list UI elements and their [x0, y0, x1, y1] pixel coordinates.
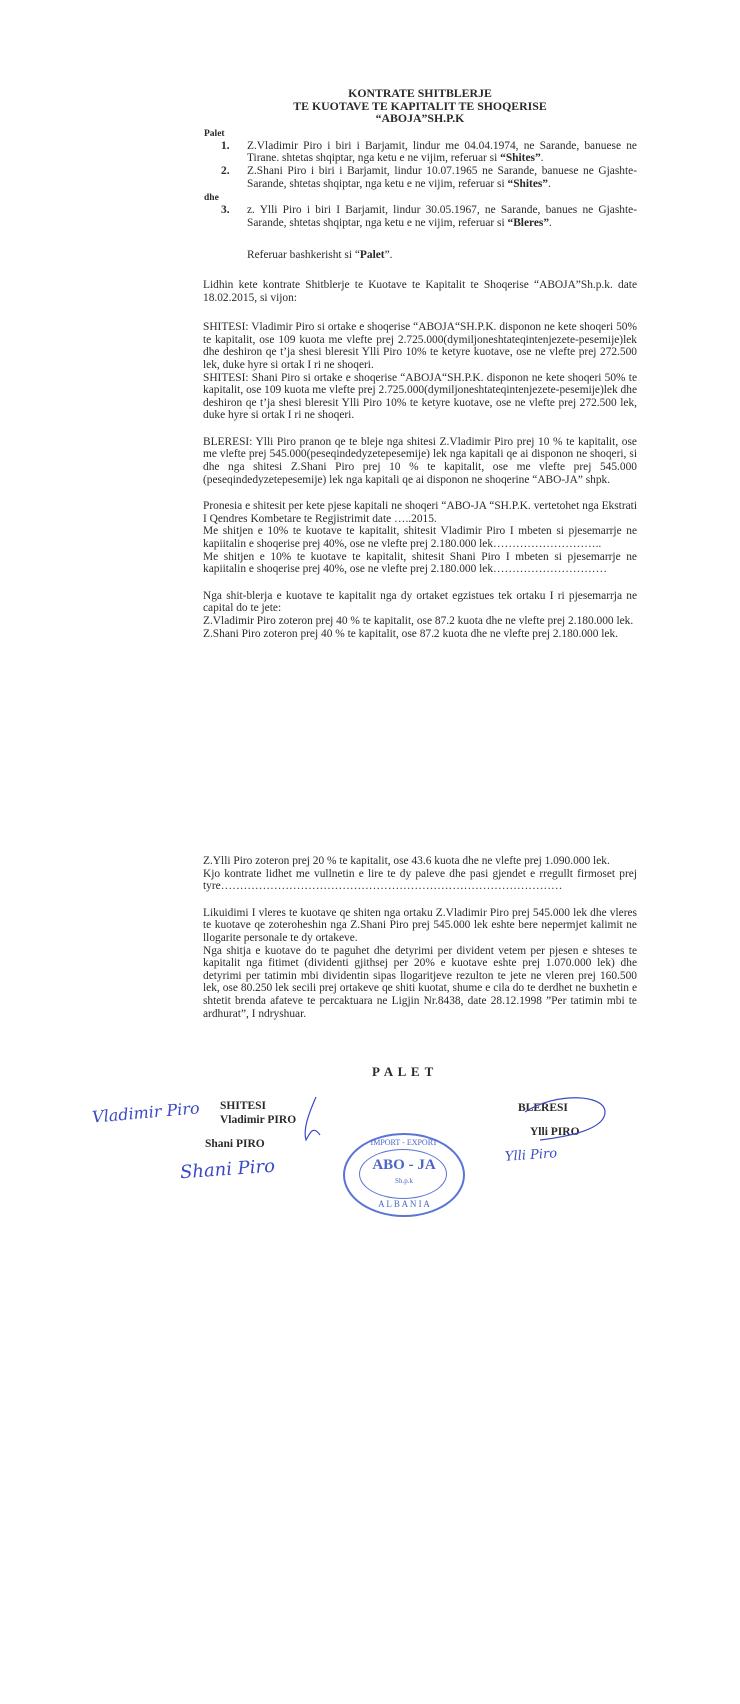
seller2-signature: Shani Piro	[179, 1155, 276, 1184]
seller-label: SHITESI	[220, 1100, 267, 1112]
party-2	[221, 165, 637, 190]
parties-label: Palet	[204, 128, 225, 139]
seller1-signature: Vladimir Piro	[91, 1098, 201, 1127]
party-text: Z.Vladimir Piro i biri i Barjamit, lindur me 04.04.1974, ne Sarande, banuese ne Tirane. shtetas shqiptar, nga ketu e ne vijim, referuar si	[247, 139, 637, 165]
ownership-paragraph: Pronesia e shitesit per kete pjese kapitali ne shoqeri “ABO-JA “SH.P.K. vertetohet nga Ekstrati I Qendres Kombetare te Regjistrimit date …..2015.	[203, 500, 637, 525]
remain2-paragraph: Me shitjen e 10% te kuotave te kapitalit, shitesit Shani Piro I mbeten si pjesemarrje ne kapiitalin e shoqerise prej 40%, ose ne vlefte prej 2.180.000 lek…………………………	[203, 550, 637, 576]
text: Referuar bashkerisht si “	[247, 249, 360, 262]
party-number: 1.	[221, 139, 230, 152]
title-line-3: “ABOJA”SH.P.K	[375, 111, 465, 126]
punct: .	[548, 177, 551, 190]
title-line-1: KONTRATE SHITBLERJE	[348, 86, 492, 100]
party-role: “Shites”	[500, 152, 541, 165]
result-paragraph: Nga shit-blerja e kuotave te kapitalit nga dy ortaket egzistues tek ortaku I ri pjesemarrja ne capital do te jete:	[203, 589, 637, 615]
share2-paragraph: Z.Shani Piro zoteron prej 40 % te kapitalit, ose 87.2 kuota dhe ne vlefte prej 2.180.000 lek.	[203, 627, 619, 640]
contract-title	[190, 87, 650, 125]
page-1-body	[203, 87, 637, 640]
buyer-name: Ylli PIRO	[530, 1126, 580, 1138]
stamp-name: ABO - JA	[372, 1157, 436, 1173]
jointly-referred	[247, 249, 637, 262]
party-number: 2.	[221, 164, 230, 177]
punct: ”.	[384, 249, 393, 262]
signature-loop	[505, 1092, 615, 1147]
seller1-paragraph: SHITESI: Vladimir Piro si ortake e shoqerise “ABOJA“SH.P.K. disponon ne kete shoqeri 50% te kapitalit, ose 109 kuota me vlefte prej 2.725.000(dymiljoneshtateqintenjezete-pesemije)lek dhe deshiron qe t’ja shesi bleresit Ylli Piro 10% te ketyre kuotave, ose ne vlefte prej 272.500 lek, duke hyre si ortak I ri ne shoqeri.	[203, 321, 637, 371]
stamp-bottom: A L B A N I A	[378, 1199, 430, 1209]
buyer-label: BLERESI	[518, 1102, 568, 1114]
seller1-name: Vladimir PIRO	[220, 1114, 297, 1126]
party-role: “Bleres”	[507, 216, 550, 229]
punct: .	[549, 216, 552, 229]
and-label: dhe	[204, 193, 219, 204]
party-1	[221, 140, 637, 165]
consent-paragraph: Kjo kontrate lidhet me vullnetin e lire te dy paleve dhe pasi gjendet e rregullt firmoset prej tyre………………………………………………………………………………	[203, 867, 637, 893]
share3-paragraph: Z.Ylli Piro zoteron prej 20 % te kapitalit, ose 43.6 kuota dhe ne vlefte prej 1.090.000 lek.	[203, 855, 610, 867]
share1-paragraph: Z.Vladimir Piro zoteron prej 40 % te kapitalit, ose 87.2 kuota dhe ne vlefte prej 2.180.000 lek.	[203, 615, 634, 627]
signatures-heading: P A L E T	[372, 1064, 435, 1079]
signature-stroke	[298, 1095, 328, 1145]
tax-paragraph: Nga shitja e kuotave do te paguhet dhe detyrimi per divident vetem per pjesen e shteses te kapitalit nga fitimet (dividenti gjithsej per 20% e kuotave eshte prej 1.070.000 lek) dhe detyrimi per tatimin mbi dividentin sipas llogaritjeve rezulton te jete ne vleren prej 160.500 lek, ose 80.250 lek secili prej ortakeve qe shiti kuotat, shume e cila do te derdhet ne buxhetin e shtetit brenda afateve te percaktuara ne Ligjin Nr.8438, date 28.12.1998 ”Per tatimin mbi te ardhurat”, I ndryshuar.	[203, 944, 637, 1020]
title-line-2: TE KUOTAVE TE KAPITALIT TE SHOQERISE	[293, 98, 547, 113]
party-number: 3.	[221, 204, 230, 217]
intro-paragraph: Lidhin kete kontrate Shitblerje te Kuotave te Kapitalit te Shoqerise “ABOJA”Sh.p.k. date 18.02.2015, si vijon:	[203, 278, 637, 304]
buyer-paragraph: BLERESI: Ylli Piro pranon qe te bleje nga shitesi Z.Vladimir Piro prej 10 % te kapitalit, ose me vlefte prej 545.000(peseqindedyzetepesemije) lek nga kapitali qe ai disponon ne shoqeri, si dhe nga shitesi Z.Shani Piro prej 10 % te kapitalit, ose me vlefte prej 545.000 (peseqindedyzetepesemije) lek nga kapitali qe ai disponon ne shoqerine “ABO-JA” shpk.	[203, 435, 637, 486]
punct: .	[540, 152, 544, 165]
party-3	[221, 204, 637, 229]
page-2-body	[203, 855, 637, 1020]
bold-text: Palet	[359, 249, 385, 262]
liquidation-paragraph: Likuidimi I vleres te kuotave qe shiten nga ortaku Z.Vladimir Piro prej 545.000 lek dhe vleres te kuotave qe zoteroheshin nga Z.Shani Piro prej 545.000 lek eshte bere nepermjet kalimit ne llogarite personale te dy ortakeve.	[203, 906, 637, 944]
company-stamp	[343, 1133, 465, 1217]
buyer-signature: Ylli Piro	[504, 1146, 558, 1165]
stamp-top: IMPORT - EXPORT	[370, 1138, 438, 1147]
seller2-paragraph: SHITESI: Shani Piro si ortake e shoqerise “ABOJA“SH.P.K. disponon ne kete shoqeri 50% te kapitalit, ose 109 kuota me vlefte prej 2.725.000(dymiljoneshtateqintenjezete-pesemije)lek dhe deshiron qe t’ja shesi bleresit Ylli Piro 10% te ketyre kuotave, ose ne vlefte prej 272.500 lek, duke hyre si ortak I ri ne shoqeri.	[203, 371, 637, 422]
stamp-sub: Sh.p.k	[395, 1177, 413, 1185]
party-text: Z.Shani Piro i biri i Barjamit, lindur 10.07.1965 ne Sarande, banuese ne Gjashte-Sarande, shtetas shqiptar, nga ketu e ne vijim, referuar si	[247, 164, 637, 190]
party-role: “Shites”	[507, 177, 549, 190]
seller2-name: Shani PIRO	[205, 1138, 265, 1150]
party-text: z. Ylli Piro i biri I Barjamit, lindur 30.05.1967, ne Sarande, banues ne Gjashte-Sarande, shtetas shqiptar, nga ketu e ne vijim, referuar si	[247, 204, 637, 229]
remain1-paragraph: Me shitjen e 10% te kuotave te kapitalit, shitesit Vladimir Piro I mbeten si pjesemarrje ne kapiitalin e shoqerise prej 40%, ose ne vlefte prej 2.180.000 lek………………………..	[203, 525, 637, 551]
